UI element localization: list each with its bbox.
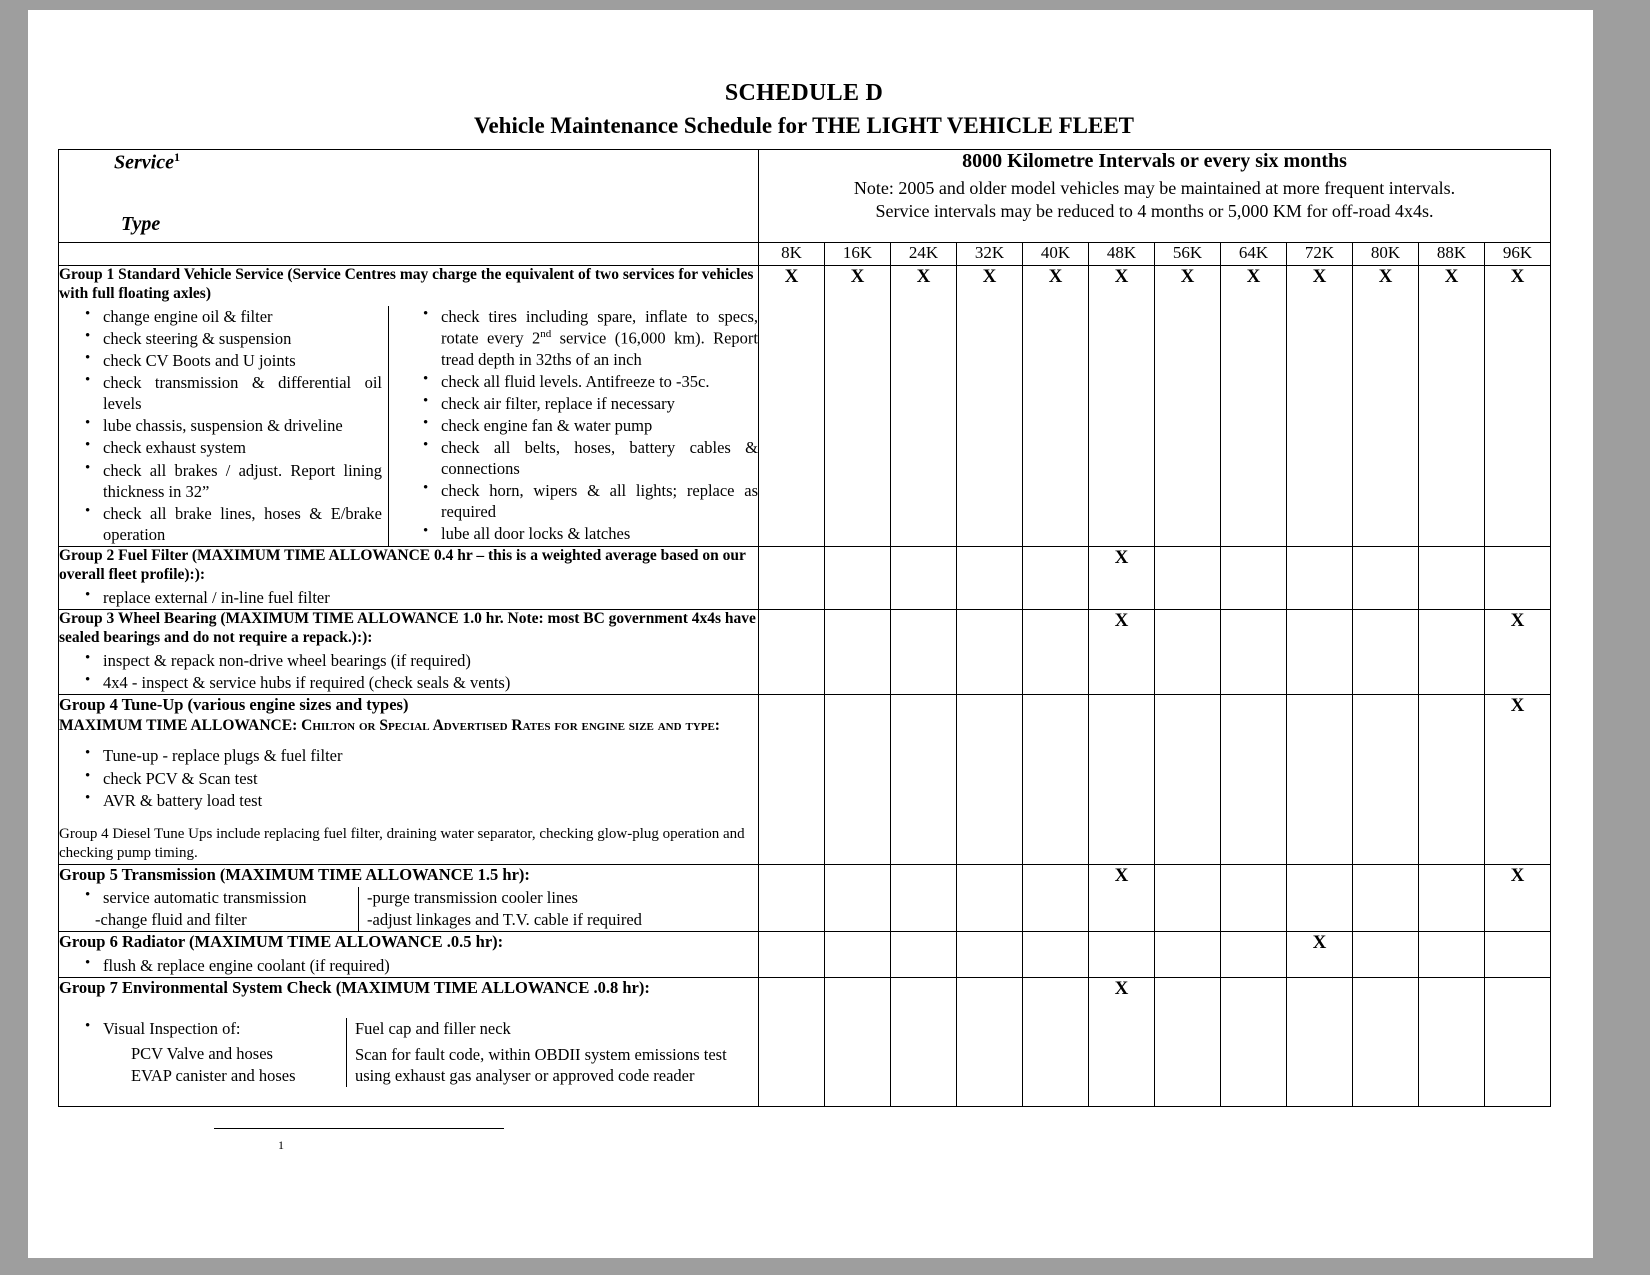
list-item: • check all fluid levels. Antifreeze to -35c. <box>423 371 758 392</box>
mark-group5-40k <box>1023 864 1089 931</box>
mark-group6-32k <box>957 931 1023 977</box>
group4-note: Group 4 Diesel Tune Ups include replacing fuel filter, draining water separator, checking glow-plug operation and checking pump timing. <box>59 825 745 862</box>
mark-group6-8k <box>759 931 825 977</box>
mark-group2-88k <box>1419 547 1485 610</box>
mark-group7-96k <box>1485 977 1551 1106</box>
footnote-separator <box>214 1128 504 1129</box>
list-item: • check all brake lines, hoses & E/brake operation <box>85 503 382 545</box>
group3-content <box>59 609 759 694</box>
group7-col2-line1: Fuel cap and filler neck <box>355 1019 511 1039</box>
mark-group3-72k <box>1287 609 1353 694</box>
page-subtitle: Vehicle Maintenance Schedule for THE LIGHT VEHICLE FLEET <box>473 113 1135 138</box>
mark-group3-48k: X <box>1089 609 1155 694</box>
maintenance-schedule-table <box>58 149 1551 1107</box>
group7-subitem-1: PCV Valve and hoses <box>131 1044 273 1064</box>
group1-content <box>59 266 759 547</box>
mark-group3-8k <box>759 609 825 694</box>
group4-content <box>59 694 759 864</box>
group2-content <box>59 547 759 610</box>
group5-column-1 <box>59 887 359 931</box>
mark-group4-32k <box>957 694 1023 864</box>
list-item: • lube chassis, suspension & driveline <box>85 415 382 436</box>
mark-group2-8k <box>759 547 825 610</box>
mark-group5-16k <box>825 864 891 931</box>
intervals-header-cell <box>759 150 1551 243</box>
mark-group4-24k <box>891 694 957 864</box>
type-label: Type <box>121 212 161 235</box>
list-item: • 4x4 - inspect & service hubs if required (check seals & vents) <box>85 672 758 693</box>
list-item: • flush & replace engine coolant (if required) <box>85 955 758 976</box>
mark-group4-96k: X <box>1485 694 1551 864</box>
column-header-8k: 8K <box>759 243 825 266</box>
group4-subtitle: MAXIMUM TIME ALLOWANCE: Chilton or Special Advertised Rates for engine size and type: <box>59 716 720 734</box>
table-row-group2 <box>59 547 1551 610</box>
mark-group7-48k: X <box>1089 977 1155 1106</box>
table-header-row <box>59 150 1551 243</box>
table-row-group4 <box>59 694 1551 864</box>
mark-group1-96k: X <box>1485 266 1551 547</box>
mark-group6-64k <box>1221 931 1287 977</box>
group1-column-2 <box>389 306 758 546</box>
column-header-88k: 88K <box>1419 243 1485 266</box>
list-item: • check all belts, hoses, battery cables & connections <box>423 437 758 479</box>
mark-group3-56k <box>1155 609 1221 694</box>
mark-group7-72k <box>1287 977 1353 1106</box>
list-item: • Tune-up - replace plugs & fuel filter <box>85 745 758 766</box>
list-item: • inspect & repack non-drive wheel bearings (if required) <box>85 650 758 671</box>
table-row-group7 <box>59 977 1551 1106</box>
mark-group3-88k <box>1419 609 1485 694</box>
group7-content <box>59 977 759 1106</box>
group6-title: Group 6 Radiator (MAXIMUM TIME ALLOWANCE .0.5 hr): <box>59 931 504 951</box>
mark-group1-80k: X <box>1353 266 1419 547</box>
document-title-block <box>44 80 1564 139</box>
list-item: • change engine oil & filter <box>85 306 382 327</box>
mark-group1-48k: X <box>1089 266 1155 547</box>
document-body <box>44 80 1564 1107</box>
group5-title: Group 5 Transmission (MAXIMUM TIME ALLOWANCE 1.5 hr): <box>59 864 530 884</box>
group7-col2-line2: Scan for fault code, within OBDII system emissions test using exhaust gas analyser or approved code reader <box>355 1044 727 1086</box>
mark-group1-40k: X <box>1023 266 1089 547</box>
mark-group4-80k <box>1353 694 1419 864</box>
list-item: • check all brakes / adjust. Report lining thickness in 32” <box>85 460 382 502</box>
mark-group7-80k <box>1353 977 1419 1106</box>
mark-group2-24k <box>891 547 957 610</box>
group1-column-1 <box>59 306 389 546</box>
mark-group7-88k <box>1419 977 1485 1106</box>
footnote-number: 1 <box>278 1138 284 1152</box>
mark-group6-40k <box>1023 931 1089 977</box>
mark-group7-8k <box>759 977 825 1106</box>
mark-group3-64k <box>1221 609 1287 694</box>
mark-group6-56k <box>1155 931 1221 977</box>
group7-subitem-2: EVAP canister and hoses <box>131 1065 296 1085</box>
mark-group5-56k <box>1155 864 1221 931</box>
list-item: • check air filter, replace if necessary <box>423 393 758 414</box>
mark-group7-64k <box>1221 977 1287 1106</box>
mark-group6-80k <box>1353 931 1419 977</box>
document-page <box>28 10 1593 1258</box>
group7-title: Group 7 Environmental System Check (MAXIMUM TIME ALLOWANCE .0.8 hr): <box>59 977 650 997</box>
mark-group2-72k <box>1287 547 1353 610</box>
list-item: • check transmission & differential oil levels <box>85 372 382 414</box>
mark-group4-88k <box>1419 694 1485 864</box>
mark-group3-24k <box>891 609 957 694</box>
list-item: • check steering & suspension <box>85 328 382 349</box>
mark-group7-24k <box>891 977 957 1106</box>
mark-group3-16k <box>825 609 891 694</box>
column-header-80k: 80K <box>1353 243 1419 266</box>
list-item: • check engine fan & water pump <box>423 415 758 436</box>
column-header-56k: 56K <box>1155 243 1221 266</box>
group5-column-2 <box>359 887 758 931</box>
mark-group5-72k <box>1287 864 1353 931</box>
mark-group3-40k <box>1023 609 1089 694</box>
mark-group3-32k <box>957 609 1023 694</box>
mark-group1-88k: X <box>1419 266 1485 547</box>
group6-content <box>59 931 759 977</box>
mark-group6-24k <box>891 931 957 977</box>
mark-group7-40k <box>1023 977 1089 1106</box>
mark-group2-64k <box>1221 547 1287 610</box>
intervals-note-2: Service intervals may be reduced to 4 months or 5,000 KM for off-road 4x4s. <box>875 200 1434 221</box>
mark-group6-96k <box>1485 931 1551 977</box>
mark-group7-56k <box>1155 977 1221 1106</box>
group2-title: Group 2 Fuel Filter (MAXIMUM TIME ALLOWANCE 0.4 hr – this is a weighted average based on our overall fleet profile):): <box>59 547 746 583</box>
service-footnote-ref: 1 <box>173 150 180 164</box>
mark-group2-80k <box>1353 547 1419 610</box>
mark-group1-8k: X <box>759 266 825 547</box>
intervals-note-1: Note: 2005 and older model vehicles may be maintained at more frequent intervals. <box>853 178 1456 198</box>
list-item: • service automatic transmission <box>85 887 354 908</box>
mark-group5-32k <box>957 864 1023 931</box>
group5-col2-line2: -adjust linkages and T.V. cable if required <box>367 909 642 929</box>
mark-group2-16k <box>825 547 891 610</box>
list-item: • replace external / in-line fuel filter <box>85 587 758 608</box>
list-item: • check PCV & Scan test <box>85 768 758 789</box>
mark-group7-32k <box>957 977 1023 1106</box>
mark-group7-16k <box>825 977 891 1106</box>
group7-column-1 <box>59 1018 347 1086</box>
group5-subitem: -change fluid and filter <box>95 910 247 930</box>
mark-group2-48k: X <box>1089 547 1155 610</box>
column-header-72k: 72K <box>1287 243 1353 266</box>
mark-group4-64k <box>1221 694 1287 864</box>
interval-columns-row <box>59 243 1551 266</box>
mark-group2-40k <box>1023 547 1089 610</box>
group5-col2-line1: -purge transmission cooler lines <box>367 888 578 908</box>
mark-group4-16k <box>825 694 891 864</box>
mark-group1-56k: X <box>1155 266 1221 547</box>
list-item: • check horn, wipers & all lights; replace as required <box>423 480 758 522</box>
mark-group1-32k: X <box>957 266 1023 547</box>
mark-group2-32k <box>957 547 1023 610</box>
column-header-32k: 32K <box>957 243 1023 266</box>
mark-group4-40k <box>1023 694 1089 864</box>
column-header-48k: 48K <box>1089 243 1155 266</box>
service-type-header-cell <box>59 150 759 243</box>
mark-group5-96k: X <box>1485 864 1551 931</box>
mark-group2-96k <box>1485 547 1551 610</box>
list-item: • AVR & battery load test <box>85 790 758 811</box>
mark-group6-72k: X <box>1287 931 1353 977</box>
mark-group3-80k <box>1353 609 1419 694</box>
group4-title: Group 4 Tune-Up (various engine sizes and types) <box>59 694 409 714</box>
table-row-group5 <box>59 864 1551 931</box>
column-header-96k: 96K <box>1485 243 1551 266</box>
table-row-group1 <box>59 266 1551 547</box>
mark-group5-80k <box>1353 864 1419 931</box>
mark-group2-56k <box>1155 547 1221 610</box>
mark-group6-88k <box>1419 931 1485 977</box>
mark-group4-48k <box>1089 694 1155 864</box>
group7-column-2 <box>347 1018 758 1086</box>
service-label: Service$^1$ <box>114 150 180 174</box>
mark-group4-72k <box>1287 694 1353 864</box>
column-header-40k: 40K <box>1023 243 1089 266</box>
list-item: • check CV Boots and U joints <box>85 350 382 371</box>
mark-group6-16k <box>825 931 891 977</box>
interval-row-spacer <box>59 243 759 266</box>
group3-title: Group 3 Wheel Bearing (MAXIMUM TIME ALLOWANCE 1.0 hr. Note: most BC government 4x4s have sealed bearings and do not require a repack.):): <box>59 609 756 646</box>
mark-group5-88k <box>1419 864 1485 931</box>
column-header-16k: 16K <box>825 243 891 266</box>
table-row-group3 <box>59 609 1551 694</box>
mark-group1-64k: X <box>1221 266 1287 547</box>
mark-group1-72k: X <box>1287 266 1353 547</box>
mark-group5-48k: X <box>1089 864 1155 931</box>
mark-group5-64k <box>1221 864 1287 931</box>
mark-group4-8k <box>759 694 825 864</box>
mark-group3-96k: X <box>1485 609 1551 694</box>
list-item: • check exhaust system <box>85 437 382 458</box>
group1-title: Group 1 Standard Vehicle Service (Service Centres may charge the equivalent of two services for vehicles with full floating axles) <box>59 266 754 302</box>
column-header-24k: 24K <box>891 243 957 266</box>
mark-group6-48k <box>1089 931 1155 977</box>
mark-group1-24k: X <box>891 266 957 547</box>
intervals-title: 8000 Kilometre Intervals or every six months <box>962 150 1347 172</box>
mark-group5-24k <box>891 864 957 931</box>
page-title: SCHEDULE D <box>724 80 884 106</box>
column-header-64k: 64K <box>1221 243 1287 266</box>
mark-group4-56k <box>1155 694 1221 864</box>
mark-group5-8k <box>759 864 825 931</box>
list-item: • check tires including spare, inflate to specs, rotate every 2nd service (16,000 km). Report tread depth in 32ths of an inch <box>423 306 758 370</box>
group5-content <box>59 864 759 931</box>
list-item: • lube all door locks & latches <box>423 523 758 544</box>
mark-group1-16k: X <box>825 266 891 547</box>
table-row-group6 <box>59 931 1551 977</box>
list-item: • Visual Inspection of: <box>85 1018 346 1039</box>
